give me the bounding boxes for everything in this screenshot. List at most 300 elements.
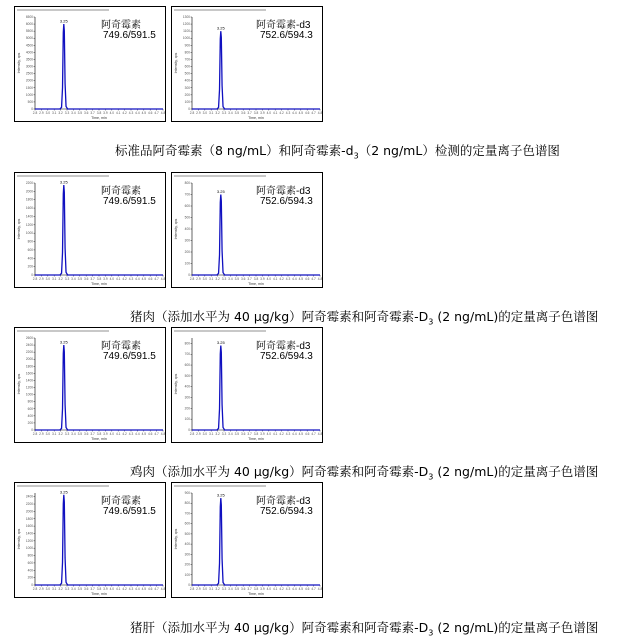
x-tick-label: 4.7	[311, 587, 316, 591]
panel-header-strip	[174, 330, 266, 332]
x-tick-label: 4.8	[160, 277, 166, 281]
x-tick-label: 3.6	[83, 277, 89, 281]
x-tick-label: 2.9	[196, 587, 201, 591]
caption-text-tail: (2 ng/mL)的定量离子色谱图	[433, 620, 599, 635]
x-tick-label: 3.7	[247, 111, 252, 115]
y-tick-label: 600	[184, 363, 190, 368]
x-tick-label: 4.0	[109, 587, 115, 591]
y-tick-label: 2500	[25, 71, 33, 76]
x-tick-label: 3.9	[103, 432, 108, 436]
x-tick-label: 2.9	[196, 277, 201, 281]
x-tick-label: 3.2	[58, 277, 63, 281]
x-tick-label: 3.3	[221, 111, 227, 115]
y-tick-label: 0	[188, 428, 190, 432]
x-tick-label: 4.8	[317, 277, 323, 281]
x-tick-label: 4.3	[285, 587, 291, 591]
x-tick-label: 3.4	[228, 432, 233, 436]
x-tick-label: 3.0	[202, 587, 208, 591]
x-tick-label: 4.1	[272, 432, 278, 436]
y-tick-label: 800	[27, 399, 33, 404]
compound-name: 阿奇霉素-d3	[256, 186, 311, 197]
compound-name: 阿奇霉素-d3	[256, 341, 311, 352]
y-tick-label: 0	[31, 273, 33, 277]
x-tick-label: 4.0	[266, 111, 272, 115]
x-tick-label: 3.4	[71, 432, 76, 436]
x-tick-label: 3.5	[234, 111, 240, 115]
x-axis-label: Time, min	[248, 437, 264, 441]
mrm-transition: 752.6/594.3	[260, 30, 313, 41]
y-tick-label: 500	[184, 531, 190, 536]
y-tick-label: 2000	[25, 509, 33, 514]
x-tick-label: 4.7	[154, 432, 159, 436]
y-tick-label: 100	[184, 261, 190, 266]
y-tick-label: 1600	[25, 206, 33, 211]
x-tick-label: 3.5	[234, 587, 240, 591]
x-tick-label: 4.7	[311, 432, 316, 436]
x-tick-label: 4.4	[135, 432, 140, 436]
x-tick-label: 3.7	[90, 111, 95, 115]
y-tick-label: 400	[27, 413, 33, 418]
x-tick-label: 4.3	[128, 277, 134, 281]
peak-apex-label: 3.25	[59, 179, 68, 185]
x-tick-label: 4.1	[115, 277, 121, 281]
x-tick-label: 3.9	[103, 277, 108, 281]
caption-text-tail: (2 ng/mL)的定量离子色谱图	[433, 464, 599, 479]
x-tick-label: 3.2	[58, 432, 63, 436]
x-tick-label: 3.0	[45, 587, 51, 591]
x-tick-label: 4.0	[109, 432, 115, 436]
x-tick-label: 3.6	[83, 432, 89, 436]
x-tick-label: 2.9	[39, 587, 44, 591]
y-tick-label: 500	[184, 71, 190, 76]
y-axis-label: Intensity, cps	[174, 52, 178, 74]
x-tick-label: 4.4	[292, 111, 297, 115]
y-tick-label: 1200	[25, 385, 33, 390]
chromatogram-plot	[15, 173, 167, 289]
x-tick-label: 3.4	[71, 587, 76, 591]
x-tick-label: 4.7	[154, 277, 159, 281]
x-tick-label: 4.2	[279, 277, 284, 281]
x-tick-label: 3.8	[96, 432, 102, 436]
x-tick-label: 4.5	[141, 587, 147, 591]
y-tick-label: 3500	[25, 57, 33, 62]
chromatogram-plot	[15, 7, 167, 123]
x-tick-label: 3.9	[103, 587, 108, 591]
x-tick-label: 4.0	[266, 432, 272, 436]
y-tick-label: 100	[184, 99, 190, 104]
panel-header-strip	[17, 330, 109, 332]
x-tick-label: 3.9	[260, 432, 265, 436]
y-tick-label: 400	[184, 542, 190, 547]
x-tick-label: 3.1	[208, 432, 214, 436]
x-tick-label: 4.0	[266, 277, 272, 281]
y-tick-label: 200	[184, 92, 190, 97]
peak-apex-label: 3.25	[59, 339, 68, 345]
x-tick-label: 3.3	[64, 277, 70, 281]
y-tick-label: 800	[27, 553, 33, 558]
x-tick-label: 3.9	[103, 111, 108, 115]
x-tick-label: 2.8	[189, 587, 195, 591]
x-axis-label: Time, min	[91, 437, 107, 441]
figure-caption	[130, 618, 598, 638]
x-tick-label: 3.7	[247, 432, 252, 436]
x-tick-label: 4.5	[298, 111, 304, 115]
x-tick-label: 4.2	[279, 111, 284, 115]
chromatogram-panel-row1-left	[14, 6, 166, 122]
x-tick-label: 4.4	[135, 277, 140, 281]
x-tick-label: 3.3	[64, 432, 70, 436]
y-tick-label: 2000	[25, 78, 33, 83]
x-tick-label: 3.6	[240, 587, 246, 591]
figure-caption	[130, 462, 598, 482]
y-axis-label: Intensity, cps	[174, 528, 178, 550]
panel-header-strip	[17, 485, 109, 487]
compound-name: 阿奇霉素	[101, 496, 141, 507]
y-tick-label: 0	[188, 273, 190, 277]
x-tick-label: 4.6	[147, 432, 153, 436]
x-tick-label: 4.5	[141, 432, 147, 436]
x-tick-label: 4.5	[141, 277, 147, 281]
x-tick-label: 3.0	[202, 277, 208, 281]
x-tick-label: 4.2	[122, 277, 127, 281]
x-tick-label: 2.9	[39, 432, 44, 436]
x-tick-label: 3.4	[71, 111, 76, 115]
x-tick-label: 2.8	[32, 587, 38, 591]
x-tick-label: 3.7	[90, 432, 95, 436]
x-tick-label: 3.7	[247, 277, 252, 281]
y-tick-label: 600	[27, 247, 33, 252]
x-tick-label: 3.3	[221, 432, 227, 436]
y-tick-label: 1400	[25, 378, 33, 383]
x-tick-label: 2.8	[189, 111, 195, 115]
y-tick-label: 200	[27, 420, 33, 425]
x-tick-label: 2.9	[39, 277, 44, 281]
x-tick-label: 3.8	[96, 587, 102, 591]
x-tick-label: 4.2	[279, 587, 284, 591]
y-tick-label: 600	[184, 204, 190, 208]
x-tick-label: 4.5	[298, 432, 304, 436]
y-tick-label: 400	[27, 256, 33, 261]
caption-subscript: 3	[428, 472, 434, 482]
y-tick-label: 2200	[25, 350, 33, 355]
panel-header-strip	[174, 175, 266, 177]
x-tick-label: 4.6	[304, 277, 310, 281]
y-tick-label: 700	[184, 57, 190, 62]
x-tick-label: 4.2	[122, 587, 127, 591]
x-tick-label: 4.1	[272, 587, 278, 591]
y-tick-label: 200	[184, 406, 190, 411]
caption-text: 鸡肉（添加水平为 40 μg/kg）阿奇霉素和阿奇霉素-D	[130, 464, 429, 479]
y-tick-label: 300	[184, 85, 190, 90]
x-tick-label: 3.2	[58, 587, 63, 591]
y-tick-label: 1100	[183, 29, 190, 34]
x-tick-label: 3.1	[51, 587, 57, 591]
compound-name: 阿奇霉素-d3	[256, 20, 311, 31]
y-tick-label: 2600	[25, 336, 33, 340]
x-tick-label: 4.3	[285, 432, 291, 436]
y-tick-label: 1000	[182, 36, 190, 41]
x-tick-label: 4.1	[115, 432, 121, 436]
y-tick-label: 900	[184, 43, 190, 48]
y-tick-label: 2200	[25, 181, 33, 185]
y-tick-label: 400	[184, 78, 190, 83]
y-tick-label: 4000	[25, 50, 33, 55]
caption-subscript: 3	[428, 628, 434, 638]
y-tick-label: 1200	[25, 222, 33, 227]
x-tick-label: 4.8	[160, 587, 166, 591]
y-tick-label: 100	[184, 572, 190, 577]
caption-text-tail: (2 ng/mL)的定量离子色谱图	[433, 309, 599, 324]
y-tick-label: 100	[184, 417, 190, 422]
x-tick-label: 3.2	[58, 111, 63, 115]
y-tick-label: 1600	[25, 371, 33, 376]
x-tick-label: 4.3	[128, 432, 134, 436]
mrm-transition: 752.6/594.3	[260, 351, 313, 362]
x-tick-label: 3.0	[45, 111, 51, 115]
x-tick-label: 4.1	[115, 111, 121, 115]
x-tick-label: 4.2	[279, 432, 284, 436]
panel-header-strip	[174, 485, 266, 487]
x-tick-label: 4.1	[115, 587, 121, 591]
x-tick-label: 3.8	[96, 277, 102, 281]
x-tick-label: 4.7	[311, 111, 316, 115]
x-tick-label: 3.1	[51, 111, 57, 115]
x-tick-label: 3.3	[221, 277, 227, 281]
y-tick-label: 6500	[25, 15, 33, 19]
y-tick-label: 1800	[25, 197, 33, 202]
x-tick-label: 3.0	[202, 432, 208, 436]
x-tick-label: 3.7	[90, 277, 95, 281]
x-tick-label: 3.6	[83, 587, 89, 591]
y-tick-label: 400	[27, 568, 33, 573]
x-axis-label: Time, min	[248, 116, 264, 120]
x-tick-label: 4.4	[292, 432, 297, 436]
x-tick-label: 4.8	[317, 432, 323, 436]
y-tick-label: 600	[184, 521, 190, 526]
x-tick-label: 3.6	[83, 111, 89, 115]
x-tick-label: 2.9	[196, 111, 201, 115]
x-tick-label: 4.1	[272, 111, 278, 115]
x-tick-label: 3.2	[215, 587, 220, 591]
peak-apex-label: 3.25	[216, 492, 225, 498]
y-tick-label: 800	[27, 239, 33, 244]
x-tick-label: 3.6	[240, 432, 246, 436]
x-tick-label: 3.1	[208, 587, 214, 591]
x-tick-label: 2.8	[189, 432, 195, 436]
x-tick-label: 4.2	[122, 111, 127, 115]
x-tick-label: 3.8	[253, 277, 259, 281]
chromatogram-panel-row2-right	[171, 172, 323, 288]
chromatogram-panel-row4-right	[171, 482, 323, 598]
chromatogram-panel-row3-left	[14, 327, 166, 443]
y-tick-label: 200	[27, 264, 33, 269]
x-tick-label: 4.7	[154, 587, 159, 591]
mrm-transition: 749.6/591.5	[103, 196, 156, 207]
x-tick-label: 3.5	[77, 432, 83, 436]
y-tick-label: 2200	[25, 502, 33, 507]
x-axis-label: Time, min	[91, 592, 107, 596]
y-axis-label: Intensity, cps	[17, 373, 21, 395]
x-tick-label: 3.8	[253, 432, 259, 436]
y-tick-label: 800	[184, 341, 190, 346]
x-tick-label: 4.6	[147, 111, 153, 115]
y-tick-label: 6000	[25, 22, 33, 27]
x-tick-label: 4.3	[285, 111, 291, 115]
x-axis-label: Time, min	[91, 282, 107, 286]
x-tick-label: 3.6	[240, 277, 246, 281]
y-tick-label: 3000	[25, 64, 33, 69]
x-tick-label: 3.2	[215, 111, 220, 115]
y-axis-label: Intensity, cps	[174, 373, 178, 395]
x-tick-label: 4.0	[109, 111, 115, 115]
compound-name: 阿奇霉素	[101, 186, 141, 197]
mrm-transition: 749.6/591.5	[103, 30, 156, 41]
y-tick-label: 200	[184, 562, 190, 567]
chromatogram-trace	[192, 31, 320, 109]
x-tick-label: 3.1	[51, 432, 57, 436]
x-tick-label: 3.0	[45, 277, 51, 281]
peak-apex-label: 3.25	[59, 18, 68, 24]
caption-subscript: 3	[428, 317, 434, 327]
y-tick-label: 200	[184, 250, 190, 254]
x-tick-label: 4.4	[292, 587, 297, 591]
y-tick-label: 200	[27, 575, 33, 580]
chromatogram-plot	[15, 483, 167, 599]
y-tick-label: 700	[184, 511, 190, 516]
y-tick-label: 1600	[25, 524, 33, 529]
x-tick-label: 3.2	[215, 277, 220, 281]
y-tick-label: 1200	[182, 22, 190, 27]
y-tick-label: 800	[184, 181, 190, 185]
x-tick-label: 3.5	[77, 587, 83, 591]
chromatogram-panel-row4-left	[14, 482, 166, 598]
x-tick-label: 2.8	[32, 432, 38, 436]
y-tick-label: 500	[27, 99, 33, 104]
y-axis-label: Intensity, cps	[17, 218, 21, 240]
x-tick-label: 4.6	[304, 432, 310, 436]
x-tick-label: 3.9	[260, 587, 265, 591]
y-tick-label: 0	[31, 428, 33, 432]
y-tick-label: 400	[184, 384, 190, 389]
y-tick-label: 700	[184, 192, 190, 197]
y-tick-label: 1800	[25, 364, 33, 369]
x-tick-label: 4.7	[154, 111, 159, 115]
x-tick-label: 3.4	[228, 587, 233, 591]
x-tick-label: 4.0	[109, 277, 115, 281]
x-tick-label: 4.1	[272, 277, 278, 281]
mrm-transition: 749.6/591.5	[103, 506, 156, 517]
peak-apex-label: 3.25	[216, 25, 225, 31]
y-tick-label: 0	[188, 583, 190, 587]
y-tick-label: 2400	[25, 494, 33, 499]
x-tick-label: 3.1	[208, 111, 214, 115]
peak-apex-label: 3.25	[216, 340, 225, 346]
panel-header-strip	[17, 9, 109, 11]
y-axis-label: Intensity, cps	[17, 528, 21, 550]
y-tick-label: 800	[184, 501, 190, 506]
y-tick-label: 500	[184, 373, 190, 378]
x-tick-label: 4.3	[285, 277, 291, 281]
caption-text: 标准品阿奇霉素（8 ng/mL）和阿奇霉素-d	[115, 143, 354, 158]
y-axis-label: Intensity, cps	[17, 52, 21, 74]
x-tick-label: 4.6	[304, 587, 310, 591]
panel-header-strip	[17, 175, 109, 177]
x-tick-label: 4.4	[135, 587, 140, 591]
x-tick-label: 3.3	[221, 587, 227, 591]
x-tick-label: 4.2	[122, 432, 127, 436]
y-tick-label: 2400	[25, 343, 33, 348]
y-axis-label: Intensity, cps	[174, 218, 178, 240]
peak-apex-label: 3.25	[59, 489, 68, 495]
y-tick-label: 300	[184, 238, 190, 243]
x-axis-label: Time, min	[248, 282, 264, 286]
chromatogram-panel-row2-left	[14, 172, 166, 288]
y-tick-label: 300	[184, 552, 190, 557]
y-tick-label: 1400	[25, 214, 33, 219]
y-tick-label: 2000	[25, 357, 33, 362]
x-tick-label: 2.9	[196, 432, 201, 436]
chromatogram-panel-row3-right	[171, 327, 323, 443]
y-tick-label: 1000	[25, 92, 33, 97]
y-tick-label: 800	[184, 50, 190, 55]
x-tick-label: 4.6	[147, 587, 153, 591]
mrm-transition: 752.6/594.3	[260, 506, 313, 517]
x-tick-label: 3.1	[51, 277, 57, 281]
y-tick-label: 600	[27, 560, 33, 565]
x-tick-label: 4.8	[317, 111, 323, 115]
x-tick-label: 3.6	[240, 111, 246, 115]
x-tick-label: 3.9	[260, 111, 265, 115]
compound-name: 阿奇霉素	[101, 20, 141, 31]
y-tick-label: 0	[31, 107, 33, 111]
y-tick-label: 600	[184, 64, 190, 69]
y-tick-label: 1800	[25, 516, 33, 521]
peak-apex-label: 3.25	[216, 189, 225, 194]
x-tick-label: 3.3	[64, 587, 70, 591]
x-tick-label: 4.8	[317, 587, 323, 591]
y-tick-label: 500	[184, 215, 190, 220]
x-axis-label: Time, min	[91, 116, 107, 120]
y-tick-label: 1400	[25, 531, 33, 536]
x-tick-label: 3.0	[202, 111, 208, 115]
x-tick-label: 4.5	[298, 587, 304, 591]
y-tick-label: 0	[188, 107, 190, 111]
x-tick-label: 4.8	[160, 111, 166, 115]
y-tick-label: 1500	[25, 85, 33, 90]
x-tick-label: 4.3	[128, 111, 134, 115]
caption-text-tail: （2 ng/mL）检测的定量离子色谱图	[358, 143, 560, 158]
y-tick-label: 5500	[25, 29, 33, 34]
x-tick-label: 4.0	[266, 587, 272, 591]
x-tick-label: 4.8	[160, 432, 166, 436]
x-tick-label: 3.8	[253, 587, 259, 591]
y-tick-label: 700	[184, 352, 190, 357]
panel-header-strip	[174, 9, 266, 11]
y-tick-label: 1200	[25, 538, 33, 543]
x-tick-label: 3.7	[247, 587, 252, 591]
x-tick-label: 3.4	[228, 277, 233, 281]
y-tick-label: 0	[31, 583, 33, 587]
x-tick-label: 4.6	[304, 111, 310, 115]
y-tick-label: 1300	[182, 15, 190, 19]
figure-caption	[130, 307, 598, 327]
chromatogram-plot	[15, 328, 167, 444]
x-tick-label: 3.2	[215, 432, 220, 436]
y-tick-label: 600	[27, 406, 33, 411]
y-tick-label: 1000	[25, 546, 33, 551]
x-tick-label: 4.6	[147, 277, 153, 281]
x-tick-label: 2.9	[39, 111, 44, 115]
